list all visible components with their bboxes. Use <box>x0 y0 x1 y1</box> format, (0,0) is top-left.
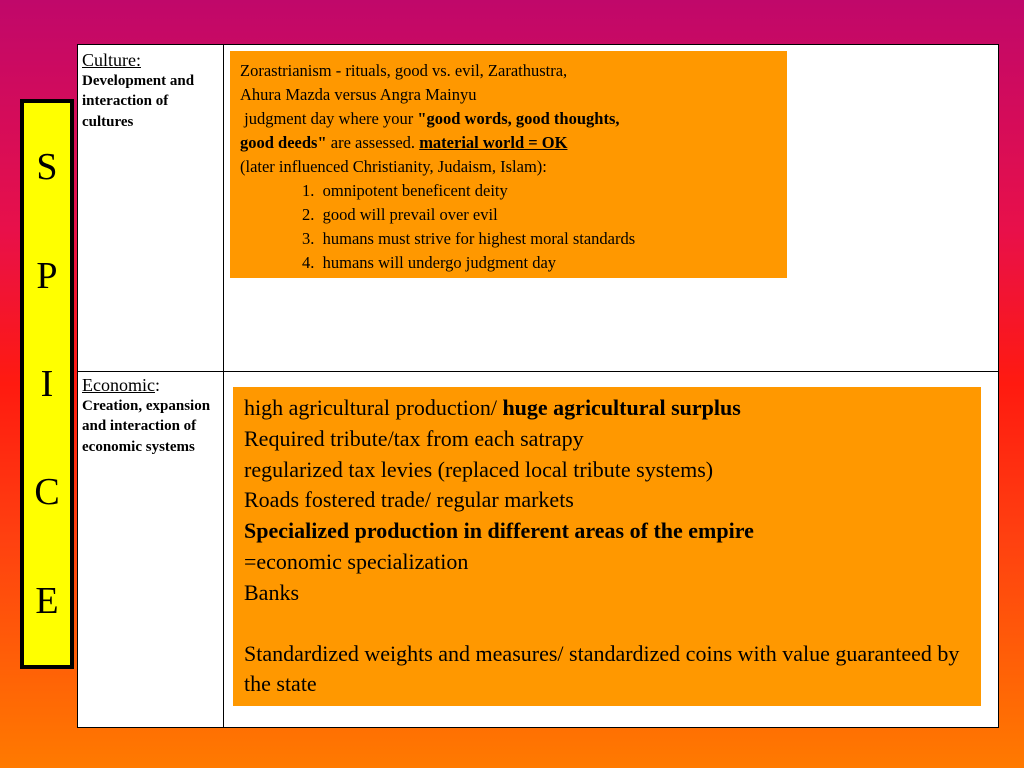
economic-line: Banks <box>244 579 299 605</box>
culture-list-item: 4. humans will undergo judgment day <box>302 253 557 272</box>
culture-bold-text: good deeds" <box>240 133 327 152</box>
economic-bold-text: huge agricultural surplus <box>502 395 741 420</box>
culture-list-item: 2. good will prevail over evil <box>302 205 498 224</box>
economic-heading: Economic <box>82 375 155 395</box>
economic-label-cell <box>82 375 220 457</box>
economic-text: high agricultural production/ <box>244 395 503 420</box>
culture-line <box>240 131 777 155</box>
culture-label-cell <box>82 50 220 132</box>
economic-content-box <box>233 387 981 706</box>
economic-bold-text: Specialized production in different areas of the empire <box>244 518 754 544</box>
culture-text: are assessed. <box>326 133 420 152</box>
culture-emphasis-text: material world = OK <box>419 133 568 152</box>
economic-line: Required tribute/tax from each satrapy <box>244 425 584 451</box>
culture-heading: Culture: <box>82 50 141 70</box>
spice-letter-c: C <box>34 471 60 514</box>
economic-line: regularized tax levies (replaced local tribute systems) <box>244 456 714 482</box>
culture-line: (later influenced Christianity, Judaism, Islam): <box>240 157 547 176</box>
culture-line: Ahura Mazda versus Angra Mainyu <box>240 85 477 104</box>
culture-text: judgment day where your <box>240 109 418 128</box>
spice-letter-e: E <box>35 579 59 622</box>
spice-letter-p: P <box>36 254 58 297</box>
spacer <box>244 609 970 639</box>
economic-line <box>244 516 970 547</box>
column-divider <box>223 45 224 727</box>
spice-acronym-bar <box>20 99 74 669</box>
economic-line <box>244 393 970 424</box>
culture-line: Zorastrianism - rituals, good vs. evil, Zarathustra, <box>240 61 568 80</box>
culture-content-box <box>230 51 787 278</box>
culture-subtitle: Development and interaction of cultures <box>82 73 195 130</box>
economic-line: =economic specialization <box>244 548 469 574</box>
culture-list-item: 3. humans must strive for highest moral standards <box>302 229 636 248</box>
spice-letter-i: I <box>40 362 54 405</box>
spice-letter-s: S <box>36 146 58 189</box>
culture-list-item: 1. omnipotent beneficent deity <box>302 181 508 200</box>
economic-line: Roads fostered trade/ regular markets <box>244 487 574 513</box>
economic-subtitle: Creation, expansion and interaction of economic systems <box>82 398 211 455</box>
culture-bold-text: "good words, good thoughts, <box>417 109 620 128</box>
economic-heading-colon: : <box>154 375 160 395</box>
culture-line <box>240 107 777 131</box>
economic-line: Standardized weights and measures/ standardized coins with value guaranteed by the state <box>244 640 960 697</box>
row-divider <box>78 371 998 372</box>
